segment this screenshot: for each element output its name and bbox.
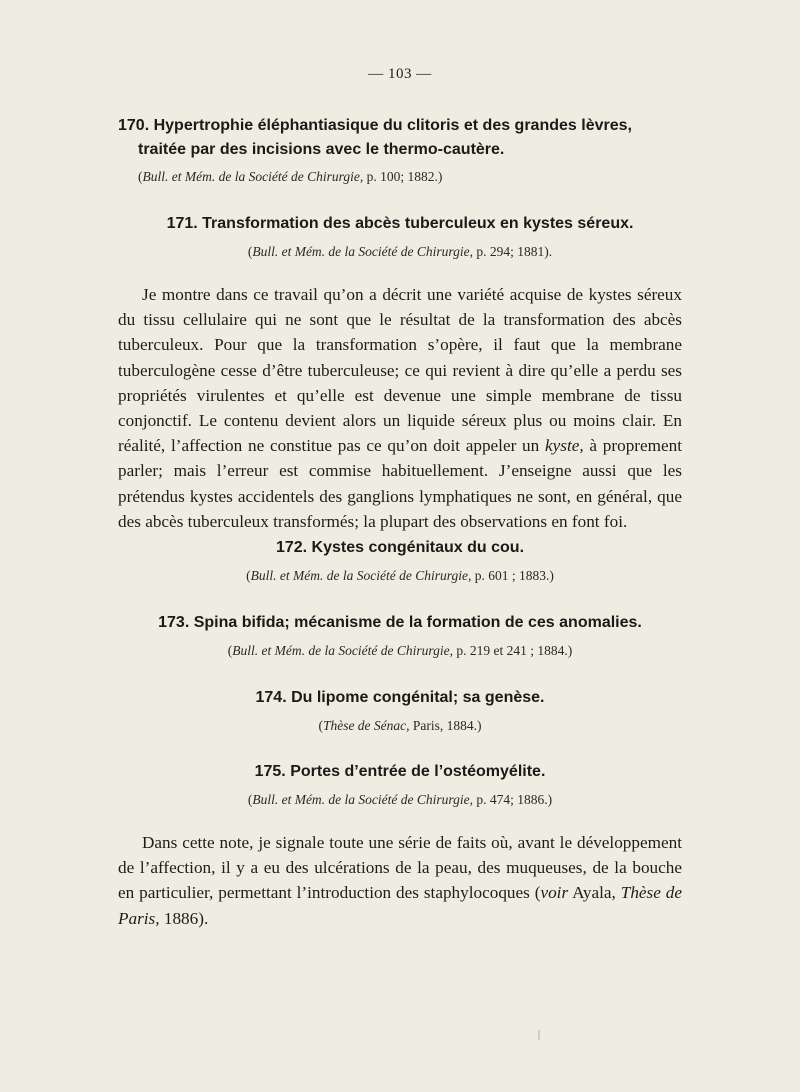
entry-172-ref-detail: p. 601 ; 1883.) bbox=[474, 568, 554, 583]
entry-171-ref-detail: p. 294; 1881). bbox=[476, 244, 553, 259]
page-number: — 103 — bbox=[368, 66, 432, 82]
entry-171-body-part2: à proprement parler; mais l’erreur est commise habituellement. J’enseigne aussi que les prétendus kystes accidentels des ganglions lymphatiques ne sont, en général, que des abcès tuberculeux transformés; la plupart des observations en font foi. bbox=[118, 436, 683, 531]
entry-175-title: 175. Portes d’entrée de l’ostéomyélite. bbox=[254, 763, 546, 780]
entry-175-body-part1: Dans cette note, je signale toute une série de faits où, avant le développement de l’affection, il y a eu des ulcérations de la peau, des muqueuses, de la bouche en particulier, permettant l’introduction des staphylocoques ( bbox=[118, 833, 682, 903]
entry-175-body-voir: voir bbox=[540, 883, 569, 903]
entry-171-body bbox=[118, 282, 682, 534]
entry-170-reference: (Bull. et Mém. de la Société de Chirurgie, p. 100; 1882.) bbox=[138, 169, 443, 184]
entry-173-ref-detail: p. 219 et 241 ; 1884.) bbox=[456, 643, 573, 658]
entry-175-body-these: Thèse de Paris, bbox=[118, 883, 682, 928]
entry-170-title bbox=[118, 114, 678, 162]
entry-173-reference: (Bull. et Mém. de la Société de Chirurgie, p. 219 et 241 ; 1884.) bbox=[227, 643, 573, 658]
entry-175-body-ayala: Ayala, bbox=[572, 883, 616, 903]
entry-172-ref-journal: Bull. et Mém. de la Société de Chirurgie, bbox=[250, 568, 472, 583]
entry-174-ref-journal: Thèse de Sénac, bbox=[322, 718, 410, 733]
entry-170-title-line2: traitée par des incisions avec le thermo-cautère. bbox=[138, 141, 505, 158]
entry-170-ref-detail: p. 100; 1882.) bbox=[366, 169, 443, 184]
entry-174-title: 174. Du lipome congénital; sa genèse. bbox=[255, 689, 545, 706]
entry-171-body-kyste: kyste, bbox=[545, 436, 584, 456]
entry-172-reference: (Bull. et Mém. de la Société de Chirurgie, p. 601 ; 1883.) bbox=[246, 568, 554, 583]
entry-175-ref-detail: p. 474; 1886.) bbox=[476, 792, 553, 807]
entry-173-title: 173. Spina bifida; mécanisme de la formation de ces anomalies. bbox=[158, 614, 642, 631]
entry-175-body bbox=[118, 830, 682, 931]
entry-171-reference: (Bull. et Mém. de la Société de Chirurgie, p. 294; 1881). bbox=[247, 244, 553, 259]
entry-174-ref-detail: Paris, 1884.) bbox=[412, 718, 482, 733]
entry-171-ref-journal: Bull. et Mém. de la Société de Chirurgie, bbox=[252, 244, 474, 259]
paper-mark bbox=[538, 1030, 540, 1040]
entry-171-title: 171. Transformation des abcès tuberculeux en kystes séreux. bbox=[166, 215, 634, 232]
entry-173-ref-journal: Bull. et Mém. de la Société de Chirurgie, bbox=[232, 643, 453, 658]
entry-171-body-part1: Je montre dans ce travail qu’on a décrit une variété acquise de kystes séreux du tissu cellulaire qui ne sont que le résultat de la transformation des abcès tuberculeux. Pour que la transformation s’opère, il faut que la membrane tuberculogène cesse d’être tuberculeuse; ce qui revient à dire qu’elle a perdu ses propriétés virulentes et qu’elle est devenue une simple membrane de tissu conjonctif. Le contenu devient alors un liquide séreux plus ou moins clair. En réalité, l’affection ne constitue pas ce qu’on doit appeler un bbox=[118, 285, 682, 456]
entry-175-body-end: 1886). bbox=[163, 908, 209, 928]
entry-170-title-line1: 170. Hypertrophie éléphantiasique du clitoris et des grandes lèvres, bbox=[118, 117, 632, 134]
entry-172-title: 172. Kystes congénitaux du cou. bbox=[275, 539, 525, 556]
entry-175-ref-journal: Bull. et Mém. de la Société de Chirurgie, bbox=[252, 792, 474, 807]
entry-175-reference: (Bull. et Mém. de la Société de Chirurgie, p. 474; 1886.) bbox=[247, 792, 553, 807]
entry-170-ref-journal: Bull. et Mém. de la Société de Chirurgie, bbox=[142, 169, 364, 184]
entry-174-reference: (Thèse de Sénac, Paris, 1884.) bbox=[318, 718, 482, 733]
